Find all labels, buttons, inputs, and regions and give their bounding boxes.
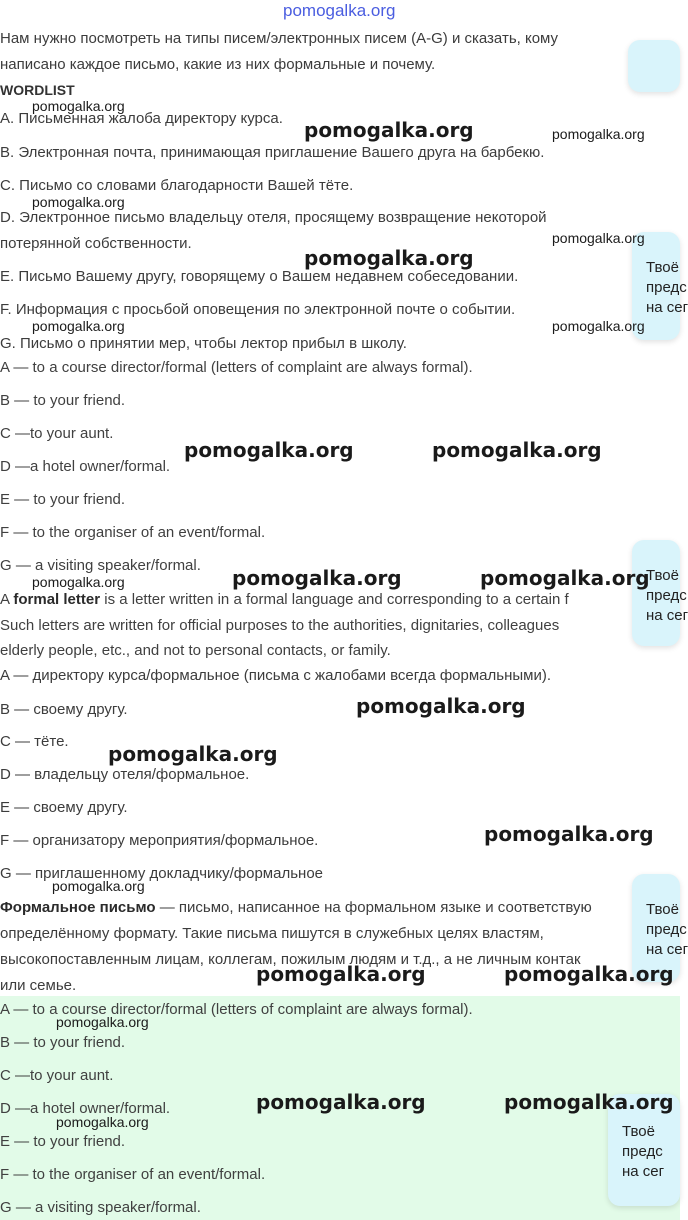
definition-ru-term: Формальное письмо (0, 899, 156, 916)
watermark: pomogalka.org (32, 194, 125, 210)
watermark: pomogalka.org (232, 566, 402, 590)
answer-ru-g: G — приглашенному докладчику/формальное (0, 865, 323, 882)
definition-en-term: formal letter (13, 591, 101, 608)
definition-ru-line-2: определённому формату. Такие письма пишутся в служебных целях властям, (0, 925, 544, 942)
wordlist-item-f: F. Информация с просьбой оповещения по электронной почте о событии. (0, 301, 516, 318)
definition-ru-line-1 (0, 898, 592, 918)
wordlist-item-d-cont: потерянной собственности. (0, 235, 192, 252)
watermark: pomogalka.org (304, 246, 474, 270)
answer-en-f: F — to the organiser of an event/formal. (0, 524, 266, 541)
watermark: pomogalka.org (432, 438, 602, 462)
answer-en-a: A — to a course director/formal (letters of complaint are always formal). (0, 359, 473, 376)
side-bubble-2-line-2: предс (646, 279, 687, 296)
wordlist-item-c: C. Письмо со словами благодарности Вашей тёте. (0, 177, 354, 194)
definition-ru-line-3: высокопоставленным лицам, коллегам, пожилым людям и т.д., а не личным контак (0, 951, 581, 968)
answer-en-repeat-c: C —to your aunt. (0, 1067, 114, 1084)
answer-ru-e: E — своему другу. (0, 799, 128, 816)
definition-en-line-3: elderly people, etc., and not to personal contacts, or family. (0, 642, 391, 659)
watermark: pomogalka.org (552, 126, 645, 142)
side-bubble-5-line-1: Твоё (622, 1123, 655, 1140)
side-bubble-3[interactable] (632, 540, 688, 646)
watermark: pomogalka.org (504, 1090, 674, 1114)
answer-ru-f: F — организатору мероприятия/формальное. (0, 832, 319, 849)
side-bubble-3-line-1: Твоё (646, 567, 679, 584)
answer-en-repeat-g: G — a visiting speaker/formal. (0, 1199, 201, 1216)
watermark: pomogalka.org (32, 574, 125, 590)
answer-en-d: D —a hotel owner/formal. (0, 458, 171, 475)
wordlist-item-d: D. Электронное письмо владельцу отеля, просящему возвращение некоторой (0, 209, 547, 226)
definition-en-line-2: Such letters are written for official purposes to the authorities, dignitaries, colleagues (0, 617, 560, 634)
answer-en-repeat-f: F — to the organiser of an event/formal. (0, 1166, 266, 1183)
wordlist-item-e: E. Письмо Вашему другу, говорящему о Вашем недавнем собеседовании. (0, 268, 519, 285)
watermark: pomogalka.org (504, 962, 674, 986)
watermark: pomogalka.org (552, 230, 645, 246)
intro-line-2: написано каждое письмо, какие из них формальные и почему. (0, 56, 436, 73)
answer-ru-b: B — своему другу. (0, 701, 128, 718)
watermark: pomogalka.org (56, 1114, 149, 1130)
watermark: pomogalka.org (56, 1014, 149, 1030)
watermark: pomogalka.org (256, 1090, 426, 1114)
answer-en-repeat-d: D —a hotel owner/formal. (0, 1100, 171, 1117)
definition-ru-rest: — письмо, написанное на формальном языке и соответствую (155, 899, 592, 916)
watermark: pomogalka.org (552, 318, 645, 334)
watermark: pomogalka.org (108, 742, 278, 766)
watermark: pomogalka.org (52, 878, 145, 894)
side-bubble-3-line-3: на сег (646, 607, 688, 624)
side-bubble-5-line-3: на сег (622, 1163, 665, 1180)
answer-ru-c: C — тёте. (0, 733, 69, 750)
watermark: pomogalka.org (256, 962, 426, 986)
side-bubble-4-line-2: предс (646, 921, 687, 938)
definition-en-prefix: A (0, 591, 14, 608)
wordlist-item-b: B. Электронная почта, принимающая приглашение Вашего друга на барбекю. (0, 144, 545, 161)
answer-en-b: B — to your friend. (0, 392, 126, 409)
answer-en-e: E — to your friend. (0, 491, 126, 508)
side-bubble-5-line-2: предс (622, 1143, 663, 1160)
definition-ru-line-4: или семье. (0, 977, 77, 994)
definition-en-line-1 (0, 590, 569, 610)
definition-en-rest: is a letter written in a formal language and corresponding to a certain f (100, 591, 569, 608)
side-bubble-4-line-3: на сег (646, 941, 688, 958)
answer-en-repeat-a: A — to a course director/formal (letters of complaint are always formal). (0, 1001, 473, 1018)
side-bubble-2-line-3: на сег (646, 299, 688, 316)
answer-ru-d: D — владельцу отеля/формальное. (0, 766, 250, 783)
watermark: pomogalka.org (356, 694, 526, 718)
watermark: pomogalka.org (480, 566, 650, 590)
answer-en-c: C —to your aunt. (0, 425, 114, 442)
wordlist-item-g: G. Письмо о принятии мер, чтобы лектор прибыл в школу. (0, 335, 407, 352)
side-bubble-1[interactable] (628, 40, 680, 92)
answer-ru-a: A — директору курса/формальное (письма с жалобами всегда формальными). (0, 667, 552, 684)
wordlist-item-a: A. Письменная жалоба директору курса. (0, 110, 283, 127)
answer-en-repeat-b: B — to your friend. (0, 1034, 126, 1051)
wordlist-heading: WORDLIST (0, 82, 75, 98)
side-bubble-3-line-2: предс (646, 587, 687, 604)
side-bubble-2-line-1: Твоё (646, 259, 679, 276)
watermark: pomogalka.org (304, 118, 474, 142)
top-watermark: pomogalka.org (283, 1, 396, 20)
answer-en-repeat-e: E — to your friend. (0, 1133, 126, 1150)
watermark: pomogalka.org (32, 318, 125, 334)
intro-line-1: Нам нужно посмотреть на типы писем/электронных писем (A-G) и сказать, кому (0, 30, 559, 47)
watermark: pomogalka.org (484, 822, 654, 846)
side-bubble-4-line-1: Твоё (646, 901, 679, 918)
watermark: pomogalka.org (184, 438, 354, 462)
answer-en-g: G — a visiting speaker/formal. (0, 557, 201, 574)
watermark: pomogalka.org (32, 98, 125, 114)
